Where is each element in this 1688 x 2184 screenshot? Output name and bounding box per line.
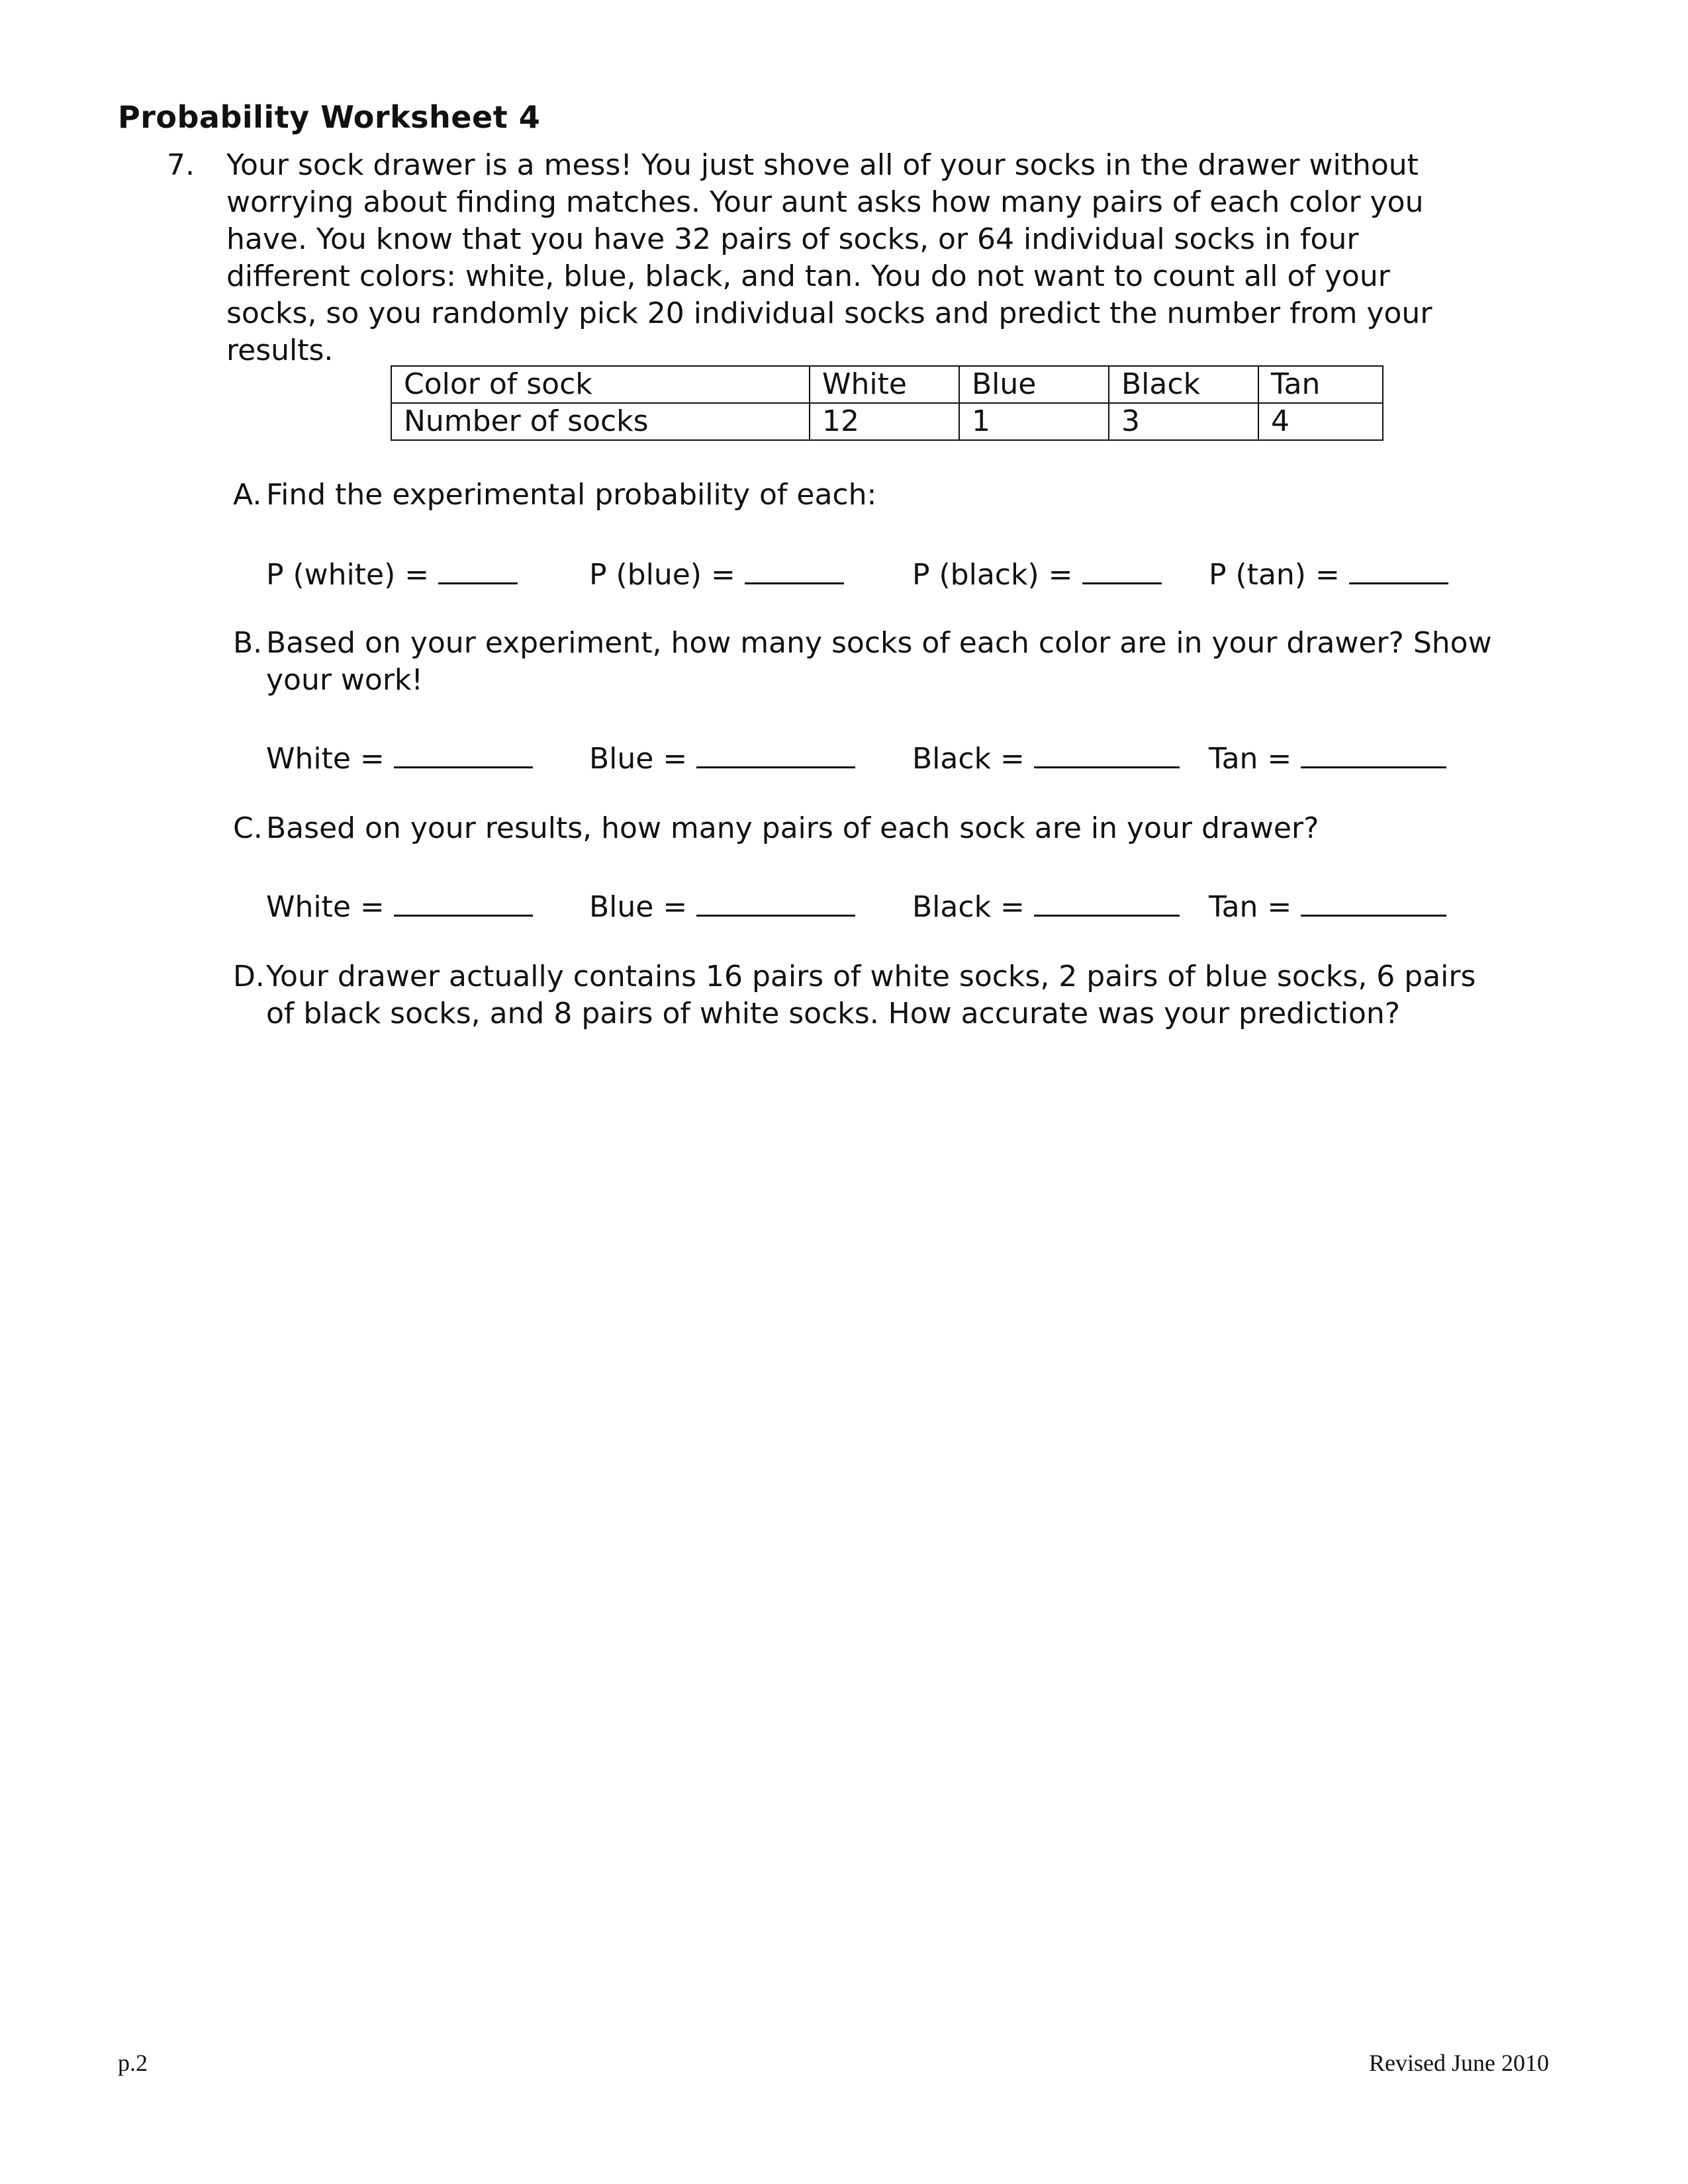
answer-blank[interactable]: [1301, 740, 1446, 768]
b-blue-answer[interactable]: [589, 740, 855, 776]
table-cell: White: [810, 366, 959, 403]
part-a-label: A.: [233, 478, 262, 512]
b-tan-label: Tan =: [1209, 742, 1292, 776]
question-line: different colors: white, blue, black, and tan. You do not want to count all of your: [226, 259, 1390, 293]
b-white-answer[interactable]: [266, 740, 533, 776]
p-tan-answer[interactable]: [1209, 556, 1448, 592]
table-cell: Blue: [959, 366, 1109, 403]
b-blue-label: Blue =: [589, 742, 688, 776]
answer-blank[interactable]: [394, 888, 533, 917]
answer-blank[interactable]: [1034, 888, 1180, 917]
page-number: p.2: [118, 2050, 148, 2076]
revision-date: Revised June 2010: [1369, 2050, 1549, 2076]
b-black-answer[interactable]: [912, 740, 1180, 776]
answer-blank[interactable]: [438, 556, 518, 584]
p-blue-label: P (blue) =: [589, 558, 735, 592]
p-white-answer[interactable]: [266, 556, 518, 592]
question-line: worrying about finding matches. Your aunt asks how many pairs of each color you: [226, 185, 1424, 219]
p-white-label: P (white) =: [266, 558, 430, 592]
part-d-label: D.: [233, 960, 265, 993]
c-black-label: Black =: [912, 890, 1025, 924]
worksheet-title: Probability Worksheet 4: [118, 99, 541, 135]
answer-blank[interactable]: [696, 888, 855, 917]
table-cell: Tan: [1258, 366, 1383, 403]
part-d-line: Your drawer actually contains 16 pairs of white socks, 2 pairs of blue socks, 6 pairs: [266, 960, 1476, 993]
question-line: results.: [226, 334, 334, 367]
c-blue-label: Blue =: [589, 890, 688, 924]
b-black-label: Black =: [912, 742, 1025, 776]
p-black-answer[interactable]: [912, 556, 1162, 592]
answer-blank[interactable]: [394, 740, 533, 768]
table-header-row: [391, 366, 1383, 403]
c-tan-answer[interactable]: [1209, 888, 1446, 924]
p-black-label: P (black) =: [912, 558, 1073, 592]
question-line: socks, so you randomly pick 20 individual socks and predict the number from your: [226, 296, 1432, 330]
c-white-answer[interactable]: [266, 888, 533, 924]
b-white-label: White =: [266, 742, 385, 776]
table-cell: 12: [810, 403, 959, 440]
table-cell: Black: [1109, 366, 1258, 403]
sock-count-table: [391, 365, 1383, 441]
part-b-line: Based on your experiment, how many socks of each color are in your drawer? Show: [266, 626, 1492, 660]
question-line: have. You know that you have 32 pairs of socks, or 64 individual socks in four: [226, 222, 1359, 256]
table-cell: 4: [1258, 403, 1383, 440]
table-cell: Color of sock: [391, 366, 810, 403]
table-cell: 3: [1109, 403, 1258, 440]
c-tan-label: Tan =: [1209, 890, 1292, 924]
table-row: [391, 403, 1383, 440]
answer-blank[interactable]: [1034, 740, 1180, 768]
part-c-text: Based on your results, how many pairs of each sock are in your drawer?: [266, 811, 1319, 845]
c-white-label: White =: [266, 890, 385, 924]
question-number: 7.: [167, 148, 195, 182]
part-a-text: Find the experimental probability of each:: [266, 478, 877, 512]
table-cell: Number of socks: [391, 403, 810, 440]
part-b-line: your work!: [266, 663, 424, 697]
question-line: Your sock drawer is a mess! You just shove all of your socks in the drawer without: [226, 148, 1419, 182]
part-b-label: B.: [233, 626, 263, 660]
answer-blank[interactable]: [1082, 556, 1162, 584]
table-cell: 1: [959, 403, 1109, 440]
c-blue-answer[interactable]: [589, 888, 855, 924]
p-blue-answer[interactable]: [589, 556, 844, 592]
p-tan-label: P (tan) =: [1209, 558, 1340, 592]
b-tan-answer[interactable]: [1209, 740, 1446, 776]
answer-blank[interactable]: [1301, 888, 1446, 917]
answer-blank[interactable]: [1349, 556, 1448, 584]
part-c-label: C.: [233, 811, 263, 845]
c-black-answer[interactable]: [912, 888, 1180, 924]
answer-blank[interactable]: [696, 740, 855, 768]
part-d-line: of black socks, and 8 pairs of white socks. How accurate was your prediction?: [266, 997, 1401, 1030]
answer-blank[interactable]: [745, 556, 844, 584]
